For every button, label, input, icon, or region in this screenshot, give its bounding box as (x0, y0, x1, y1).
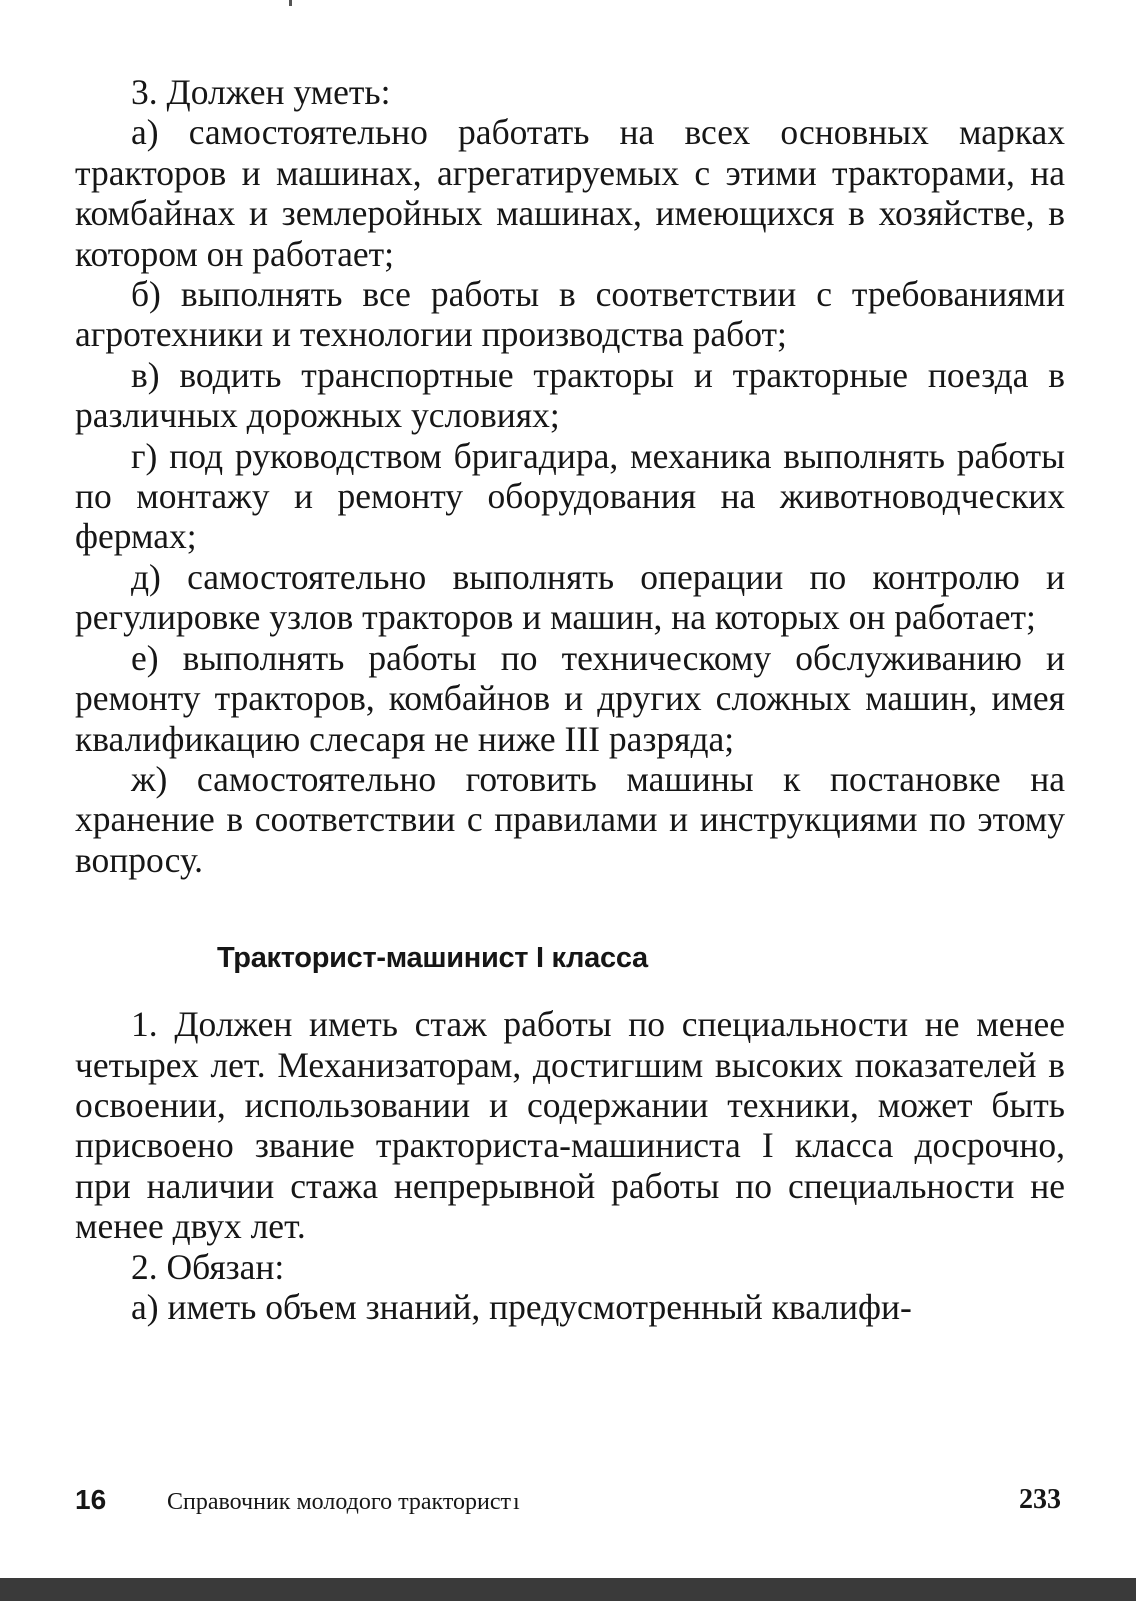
section-3-item-a: а) самостоятельно работать на всех основных марках тракторов и машинах, агрегатируемых с этими тракторами, на комбайнах и землеройных машинах, имеющихся в хозяйстве, в котором он работает; (75, 112, 1065, 274)
section-3-item-e: е) выполнять работы по техническому обслуживанию и ремонту тракторов, комбайнов и других сложных машин, имея квалификацию слесаря не ниже III разряда; (75, 637, 1065, 759)
section-3-item-v: в) водить транспортные тракторы и тракторные поезда в различных дорожных условиях; (75, 354, 1065, 436)
top-edge-mark (289, 0, 292, 6)
section-3-item-b: б) выполнять все работы в соответствии с требованиями агротехники и технологии производства работ; (75, 274, 1065, 355)
section-3-title: 3. Должен уметь: (131, 72, 391, 112)
section-heading: Тракторист-машинист I класса (217, 942, 648, 975)
class-1-paragraph-3: а) иметь объем знаний, предусмотренный квалифи- (131, 1286, 912, 1327)
page-number: 233 (1019, 1484, 1061, 1515)
class-1-paragraph-1: 1. Должен иметь стаж работы по специальности не менее четырех лет. Механизаторам, достигшим высоких показателей в освоении, использовании и содержании техники, может быть присвоено звание тракториста-машиниста I класса досрочно, при наличии стажа непрерывной работы по специальности не менее двух лет. (75, 1004, 1065, 1247)
section-3-item-g: г) под руководством бригадира, механика выполнять работы по монтажу и ремонту оборудования на животноводческих фермах; (75, 435, 1065, 557)
class-1-paragraph-2: 2. Обязан: (131, 1246, 285, 1287)
scan-bottom-border (0, 1578, 1136, 1601)
section-3-item-zh: ж) самостоятельно готовить машины к постановке на хранение в соответствии с правилами и инструкциями по этому вопросу. (75, 758, 1065, 880)
book-title: Справочник молодого тракторист ı (167, 1489, 520, 1515)
page-footer (75, 1480, 1065, 1520)
section-3-item-d: д) самостоятельно выполнять операции по контролю и регулировке узлов тракторов и машин, на которых он работает; (75, 556, 1065, 638)
signature-number: 16 (75, 1484, 107, 1515)
page-body (75, 72, 1065, 1327)
